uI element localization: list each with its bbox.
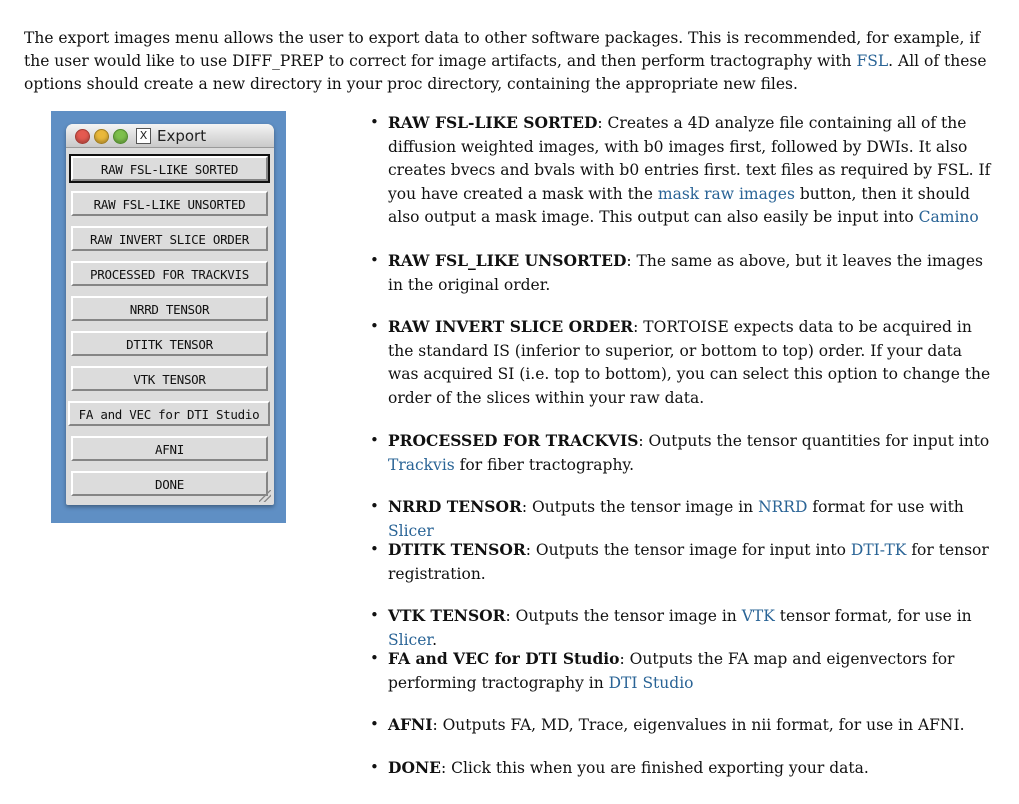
raw-fsl-like-sorted-button[interactable]: RAW FSL-LIKE SORTED xyxy=(71,156,268,181)
window-titlebar xyxy=(66,124,274,148)
link-mask-raw-images[interactable]: mask raw images xyxy=(657,184,795,203)
description: format for use with xyxy=(807,498,964,516)
resize-grip-icon[interactable] xyxy=(259,490,271,502)
vtk-tensor-button[interactable]: VTK TENSOR xyxy=(71,366,268,391)
term: PROCESSED FOR TRACKVIS xyxy=(388,431,639,450)
term: DONE xyxy=(388,758,441,777)
link-slicer[interactable]: Slicer xyxy=(388,630,433,649)
list-item-afni xyxy=(388,713,993,738)
link-camino[interactable]: Camino xyxy=(918,208,979,226)
description: : Outputs the tensor image in xyxy=(521,498,759,516)
dtitk-tensor-button[interactable]: DTITK TENSOR xyxy=(71,331,268,356)
description: for tensor registration. xyxy=(388,541,989,583)
link-fsl[interactable]: FSL xyxy=(856,52,889,70)
term: VTK TENSOR xyxy=(388,606,506,625)
link-vtk[interactable]: VTK xyxy=(741,607,775,625)
list-item-sorted xyxy=(388,111,993,230)
description: : Outputs the tensor quantities for input into xyxy=(638,432,990,450)
description: : Outputs the tensor image in xyxy=(505,607,742,625)
list-item-trackvis xyxy=(388,429,993,477)
intro-paragraph xyxy=(24,27,999,96)
list-item-invert xyxy=(388,315,993,410)
description: tensor format, for use in xyxy=(774,607,972,625)
description: for fiber tractography. xyxy=(454,455,635,474)
export-window xyxy=(66,124,274,505)
x11-app-icon: X xyxy=(136,128,151,144)
term: RAW FSL-LIKE SORTED xyxy=(388,113,598,132)
term: DTITK TENSOR xyxy=(388,540,526,559)
term: NRRD TENSOR xyxy=(388,497,522,516)
description: : TORTOISE expects data to be acquired in the standard IS (inferior to superior, or bottom to top) order. If your data was acquired SI (i.e. top to bottom), you can select this option to change the order of the slices within your raw data. xyxy=(388,318,991,407)
afni-button[interactable]: AFNI xyxy=(71,436,268,461)
term: AFNI xyxy=(388,715,433,734)
description: : Creates a 4D analyze file containing all of the diffusion weighted images, with b0 images first, followed by DWIs. It also creates bvecs and bvals with b0 entries first. text files as required by FSL. If you have created a mask with the xyxy=(388,114,991,203)
nrrd-tensor-button[interactable]: NRRD TENSOR xyxy=(71,296,268,321)
list-item-unsorted xyxy=(388,249,993,297)
window-title: Export xyxy=(157,127,207,145)
fa-and-vec-button[interactable]: FA and VEC for DTI Studio xyxy=(68,401,270,426)
description: : Outputs the tensor image for input into xyxy=(525,541,851,559)
raw-invert-slice-order-button[interactable]: RAW INVERT SLICE ORDER xyxy=(71,226,268,251)
export-window-screenshot xyxy=(51,111,286,523)
intro-text: The export images menu allows the user to export data to other software packages. This is recommended, for example, if the user would like to use DIFF_PREP to correct for image artifacts, and then perform tractography with xyxy=(24,29,981,70)
link-dti-studio[interactable]: DTI Studio xyxy=(608,673,694,692)
zoom-window-icon[interactable] xyxy=(113,129,128,144)
link-dti-tk[interactable]: DTI-TK xyxy=(850,541,907,559)
list-item-vtk xyxy=(388,604,993,652)
link-nrrd[interactable]: NRRD xyxy=(758,498,808,516)
term: RAW FSL_LIKE UNSORTED xyxy=(388,251,627,270)
description: : Outputs FA, MD, Trace, eigenvalues in nii format, for use in AFNI. xyxy=(432,716,965,734)
close-window-icon[interactable] xyxy=(75,129,90,144)
description: : The same as above, but it leaves the images in the original order. xyxy=(388,252,983,294)
term: RAW INVERT SLICE ORDER xyxy=(388,317,634,336)
description: . xyxy=(432,630,438,649)
description: : Outputs the FA map and eigenvectors for performing tractography in xyxy=(388,650,955,692)
done-button[interactable]: DONE xyxy=(71,471,268,496)
term: FA and VEC for DTI Studio xyxy=(388,649,620,668)
intro-text-end: . All of these options should create a new directory in your proc directory, containing the appropriate new files. xyxy=(24,52,987,93)
link-trackvis[interactable]: Trackvis xyxy=(388,455,455,474)
description: button, then it should also output a mask image. This output can also easily be input into xyxy=(388,184,970,226)
minimize-window-icon[interactable] xyxy=(94,129,109,144)
raw-fsl-like-unsorted-button[interactable]: RAW FSL-LIKE UNSORTED xyxy=(71,191,268,216)
list-item-dtitk xyxy=(388,538,993,586)
description: : Click this when you are finished exporting your data. xyxy=(440,759,869,777)
list-item-done xyxy=(388,756,993,781)
processed-for-trackvis-button[interactable]: PROCESSED FOR TRACKVIS xyxy=(71,261,268,286)
list-item-nrrd xyxy=(388,495,993,543)
list-item-favec xyxy=(388,647,993,695)
link-slicer[interactable]: Slicer xyxy=(388,521,434,540)
